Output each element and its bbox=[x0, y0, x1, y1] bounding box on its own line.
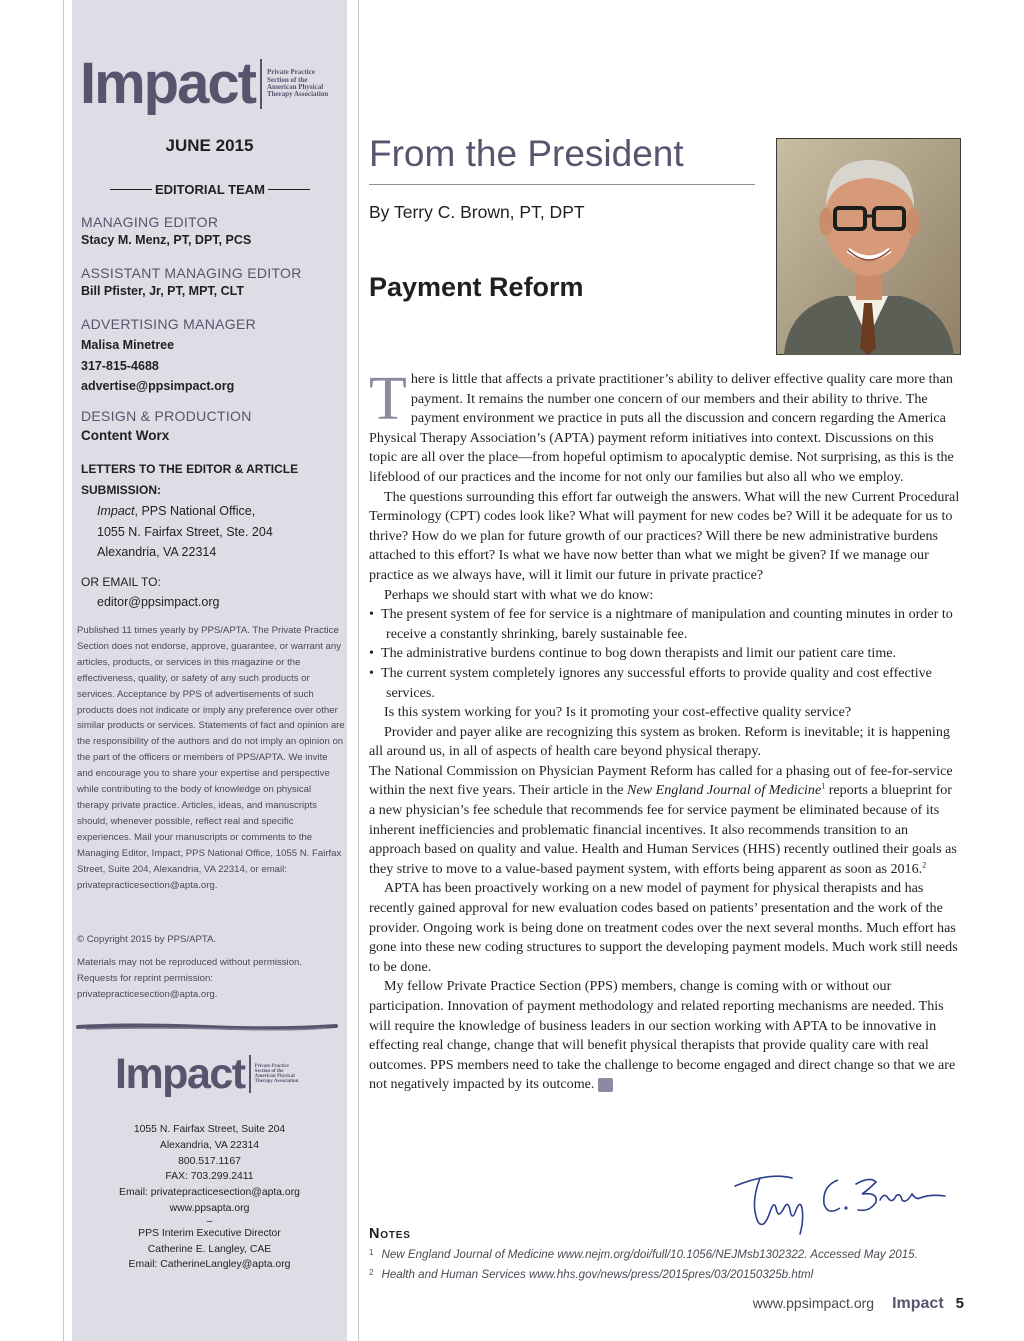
column-divider bbox=[358, 0, 359, 1341]
bullet-item: • The current system completely ignores any successful efforts to provide quality and cost effective services. bbox=[369, 664, 932, 701]
article-body bbox=[369, 365, 961, 1095]
section-title: From the President bbox=[369, 133, 684, 174]
drop-cap: T bbox=[369, 365, 407, 433]
author-photo bbox=[776, 138, 961, 355]
website-link[interactable]: www.ppsapta.org bbox=[169, 1202, 250, 1214]
contact-email-link[interactable]: Email: privatepracticesection@apta.org bbox=[119, 1187, 300, 1199]
director-email-link[interactable]: Email: CatherineLangley@apta.org bbox=[128, 1259, 291, 1271]
title-rule bbox=[369, 184, 755, 185]
author-signature bbox=[730, 1164, 950, 1240]
letters-submission: LETTERS TO THE EDITOR & ARTICLE SUBMISSION: Impact, PPS National Office, 1055 N. Fairfax Street, Ste. 204 Alexandria, VA 22314 OR EMAIL TO: editor@ppsimpact.org bbox=[81, 459, 343, 612]
page-number: 5 bbox=[955, 1295, 964, 1312]
editorial-team-heading: EDITORIAL TEAM bbox=[110, 182, 310, 197]
editor-email-link[interactable]: editor@ppsimpact.org bbox=[97, 594, 220, 609]
impact-logo-small: Impact Private Practice Section of the American Physical Therapy Association bbox=[115, 1050, 299, 1098]
contact-block: 1055 N. Fairfax Street, Suite 204 Alexandria, VA 22314 800.517.1167 FAX: 703.299.2411 Email: privatepracticesection@apta.org www.ppsapta.org – PPS Interim Executive Director Catherine E. Langley, CAE Email: CatherineLangley@apta.org bbox=[72, 1122, 347, 1273]
paragraph-1: There is little that affects a private practitioner’s ability to deliver effective quality care more than payment. It remains the number one concern of our members and their ability to thrive. The payment environment we practice in puts all the discussion and concern regarding the America Physical Therapy Association’s (APTA) payment reform initiatives into context. Discussions on this topic are all over the place—from hopeful optimism to apocalyptic demise. Not surprising, as this is the lifeblood of our practices and the income for not only our families but also all who we employ. bbox=[369, 365, 954, 485]
paragraph-7: APTA has been proactively working on a new model of payment for physical therapists and has recently gained approval for new evaluation codes based on patients’ presentation and the work of the provider. Ongoing work is being done on treatment codes over the next several months. Much effort has gone into these new coding structures to support the developing payment models. Much work still needs to be done. bbox=[369, 880, 958, 975]
logo-divider bbox=[260, 59, 262, 109]
assistant-managing-editor: ASSISTANT MANAGING EDITOR Bill Pfister, Jr, PT, MPT, CLT bbox=[81, 265, 302, 298]
paragraph-6: The National Commission on Physician Payment Reform has called for a phasing out of fee-for-service within the next five years. Their article in the New England Journal of Medicine$^1$ reports a blueprint for a new physician’s fee schedule that recommends fee for service payment be eliminated because of its inherent inefficiencies and problematic financial incentives. It also recommends transition to an approach based on quality and value. Health and Human Services (HHS) recently outlined their goals as they strive to move to a value-based payment system, with efforts being apparent as soon as 2016.$^2$ bbox=[369, 762, 957, 877]
copyright: © Copyright 2015 by PPS/APTA. bbox=[77, 934, 217, 945]
footer-url[interactable]: www.ppsimpact.org bbox=[752, 1295, 875, 1311]
left-margin-rule bbox=[63, 0, 64, 1341]
bullet-item: • The present system of fee for service is a nightmare of manipulation and counting minutes in order to receive a constantly shrinking, barely sustainable fee. bbox=[369, 606, 953, 642]
impact-logo bbox=[80, 52, 328, 116]
note-1: $^1$ New England Journal of Medicine www.nejm.org/doi/full/10.1056/NEJMsb1302322. Accessed May 2015. bbox=[369, 1248, 918, 1261]
managing-editor: MANAGING EDITOR Stacy M. Menz, PT, DPT, PCS bbox=[81, 214, 252, 247]
article-headline: Payment Reform bbox=[369, 272, 584, 302]
brush-divider bbox=[76, 1022, 338, 1032]
byline: By Terry C. Brown, PT, DPT bbox=[369, 202, 585, 222]
advertise-email-link[interactable]: advertise@ppsimpact.org bbox=[81, 379, 235, 393]
footer-magazine: Impact bbox=[892, 1295, 944, 1312]
paragraph-5: Provider and payer alike are recognizing this system as broken. Reform is inevitable; it is happening all around us, in all of aspects of health care beyond physical therapy. bbox=[369, 723, 950, 760]
end-mark-icon: I bbox=[598, 1078, 613, 1092]
submission-address-line-1: Impact, PPS National Office, bbox=[97, 504, 256, 518]
issue-date: JUNE 2015 bbox=[165, 136, 254, 155]
disclaimer: Published 11 times yearly by PPS/APTA. The Private Practice Section does not endorse, approve, guarantee, or warrant any articles, products, or services in this magazine or the effectiveness, quality, or safety of any such products or services. Acceptance by PPS of advertisements of such products does not indicate or imply any preference over other similar products or services. Statements of fact and opinion are the responsibility of the authors and do not imply an opinion on the part of the officers or members of PPS/APTA. We invite and encourage you to share your expertise and perspective while contributing to the body of knowledge on physical therapy private practice. Articles, ideas, and manuscripts should, whenever possible, reflect real and specific experiences. Mail your manuscripts or comments to the Managing Editor, Impact, PPS National Office, 1055 N. Fairfax Street, Suite 204, Alexandria, VA 22314, or email: privatepracticesection@apta.org. bbox=[77, 625, 345, 891]
bullet-item: • The administrative burdens continue to bog down therapists and limit our patient care time. bbox=[369, 645, 897, 662]
reprint-notice: Materials may not be reproduced without permission. Requests for reprint permission: privatepracticesection@apta.org. bbox=[77, 957, 303, 1000]
page-footer bbox=[753, 1295, 964, 1313]
notes-heading: Notes bbox=[369, 1226, 411, 1242]
paragraph-8: My fellow Private Practice Section (PPS) members, change is coming with or without our participation. Innovation of payment methodology and related reporting mechanisms are needed. This will require the knowledge of business leaders in our section working with APTA to be innovative in effecting real change, change that will benefit physical therapists that provide quality care with real outcomes. PPS members need to take the challenge to become engaged and direct change so that we are not negatively impacted by its outcome. I bbox=[369, 978, 956, 1093]
logo-wordmark: Impact bbox=[80, 51, 255, 116]
paragraph-2: The questions surrounding this effort far outweigh the answers. What will the new Current Procedural Terminology (CPT) codes look like? What will payment for new codes be? Will it be adequate for us to thrive? How do we plan for future growth of our practices? Will there be new administrative burdens attached to this effort? Is what we have now better than what we might be given? If we manage our practice as we always have, will it limit our future in private practice? bbox=[369, 488, 960, 583]
design-production: DESIGN & PRODUCTION Content Worx bbox=[81, 408, 252, 443]
paragraph-4: Is this system working for you? Is it promoting your cost-effective quality service? bbox=[384, 704, 852, 721]
note-2: $^2$ Health and Human Services www.hhs.gov/news/press/2015pres/03/20150325b.html bbox=[369, 1268, 814, 1281]
paragraph-3: Perhaps we should start with what we do know: bbox=[384, 586, 654, 603]
logo-tagline: Private Practice Section of the American Physical Therapy Association bbox=[266, 68, 329, 99]
advertising-manager: ADVERTISING MANAGER Malisa Minetree 317-815-4688 advertise@ppsimpact.org bbox=[81, 316, 343, 397]
